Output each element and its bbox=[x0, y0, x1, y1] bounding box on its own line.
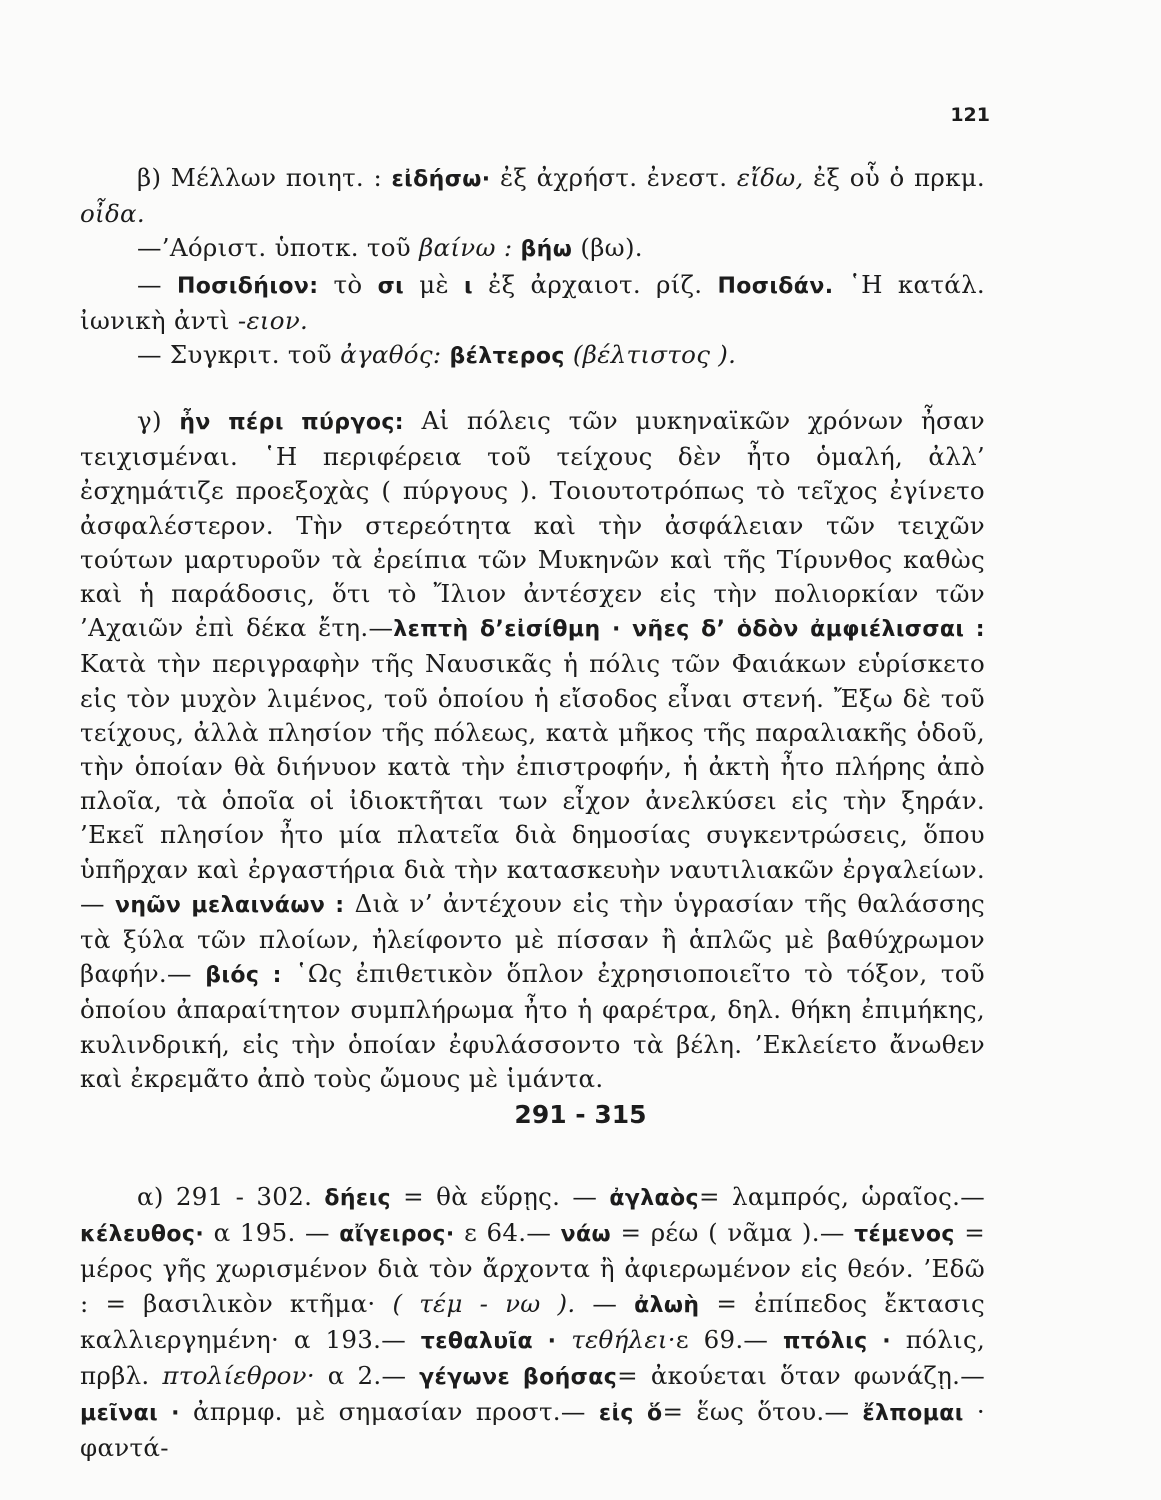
headword: κέλευθος· bbox=[80, 1222, 205, 1248]
text-run: ῾Η κατάλ. ἰωνικὴ ἀντὶ bbox=[80, 269, 985, 335]
text-run: -ειον. bbox=[237, 305, 309, 335]
headword: πτόλις · bbox=[783, 1328, 891, 1354]
paragraph-towers bbox=[80, 404, 985, 1096]
text-run: τὸ bbox=[333, 269, 363, 299]
text-run: πτολίεθρον· bbox=[162, 1361, 315, 1391]
text-run: — bbox=[592, 1288, 618, 1318]
paragraph-future-tense bbox=[80, 161, 985, 231]
paragraph-glossary bbox=[80, 1180, 985, 1466]
text-run: — Συγκριτ. τοῦ bbox=[137, 340, 332, 370]
text-run: οἶδα. bbox=[80, 199, 145, 229]
text-run: Κατὰ τὴν περιγραφὴν τῆς Ναυσικᾶς ἡ πόλις τῶν Φαιάκων εὑρίσκετο εἰς τὸν μυχὸν λιμένος, τοῦ ὁποίου ἡ εἴσοδος εἶναι στενή. Ἔξω δὲ τοῦ τείχους, ἀλλὰ πλησίον τῆς πόλεως, κατὰ μῆκος τῆς παραλιακῆς ὁδοῦ, τὴν ὁποίαν θὰ διήνυον κατὰ τὴν ἐπιστροφήν, ἡ ἀκτὴ ἦτο πλήρης ἀπὸ πλοῖα, τὰ ὁποῖα οἱ ἰδιοκτῆται των εἶχον ἀνελκύσει εἰς τὴν ξηράν. ’Εκεῖ πλησίον ἦτο μία πλατεῖα διὰ δημοσίας συγκεντρώσεις, ὅπου ὑπῆρχαν καὶ ἐργαστήρια διὰ τὴν κατασκευὴν ναυτιλιακῶν ἐργαλείων. — bbox=[80, 649, 985, 918]
text-run: = μέρος γῆς χωρισμένον διὰ τὸν ἄρχοντα ἢ ἀφιερωμένον εἰς θεόν. ’Εδῶ : = βασιλικὸν κτῆμα· bbox=[80, 1218, 986, 1318]
text-run: = ρέω ( νᾶμα ).— bbox=[620, 1218, 845, 1248]
text-run: ε 64.— bbox=[464, 1218, 552, 1248]
paragraph-aorist bbox=[80, 231, 985, 267]
text-run: τεθήλει· bbox=[571, 1324, 676, 1354]
text-run: ( τέμ - νω ). bbox=[392, 1288, 576, 1318]
headword: λεπτὴ δ’εἰσίθμη · νῆες δ’ ὁδὸν ἀμφιέλισσαι : bbox=[393, 617, 985, 643]
headword: σι bbox=[377, 273, 405, 299]
text-run: Αἱ πόλεις τῶν μυκηναϊκῶν χρόνων ἦσαν τειχισμέναι. ῾Η περιφέρεια τοῦ τείχους δὲν ἦτο ὁμαλή, ἀλλ’ ἐσχημάτιζε προεξοχὰς ( πύργους ). Τοιουτοτρόπως τὸ τεῖχος ἐγίνετο ἀσφαλέστερον. Τὴν στερεότητα καὶ τὴν ἀσφάλειαν τῶν τειχῶν τούτων μαρτυροῦν τὰ ἐρείπια τῶν Μυκηνῶν καὶ τῆς Τίρυνθος καθὼς καὶ ἡ παράδοσις, ὅτι τὸ Ἴλιον ἀντέσχεν εἰς τὴν πολιορκίαν τῶν ’Αχαιῶν ἐπὶ δέκα ἔτη.— bbox=[80, 406, 986, 643]
paragraph-comparative bbox=[80, 338, 985, 374]
text-run: εἴδω, bbox=[736, 163, 804, 192]
text-run: α 195. — bbox=[213, 1218, 330, 1248]
text-run: ἀπρμφ. μὲ σημασίαν προστ.— bbox=[193, 1397, 586, 1427]
headword: δήεις bbox=[324, 1186, 391, 1211]
text-run: α) 291 - 302. bbox=[137, 1182, 313, 1211]
text-run: ἐξ οὗ ὁ πρκμ. bbox=[813, 163, 986, 192]
glossary-section-alpha bbox=[80, 1180, 985, 1466]
paragraph-posidion bbox=[80, 268, 985, 338]
text-run: ἀγαθός: bbox=[340, 340, 442, 370]
text-run: ἐξ ἀρχαιοτ. ρίζ. bbox=[488, 269, 703, 299]
text-run: = ἀκούεται ὅταν φωνάζῃ.— bbox=[617, 1361, 985, 1391]
text-run: ῾Ως ἐπιθετικὸν ὅπλον ἐχρησιοποιεῖτο τὸ τόξον, τοῦ ὁποίου ἀπαραίτητον συμπλήρωμα ἦτο ἡ φαρέτρα, δηλ. θήκη ἐπιμήκης, κυλινδρική, εἰς τὴν ὁποίαν ἐφυλάσσοντο τὰ βέλη. ’Εκλείετο ἄνωθεν καὶ ἐκρεμᾶτο ἀπὸ τοὺς ὤμους μὲ ἱμάντα. bbox=[80, 959, 985, 1093]
text-run: · φαντά- bbox=[80, 1397, 985, 1463]
text-run: πόλις, πρβλ. bbox=[80, 1324, 986, 1391]
headword: βιός : bbox=[205, 963, 282, 989]
headword: ἀλωὴ bbox=[634, 1292, 700, 1318]
text-run: βαίνω : bbox=[419, 233, 513, 263]
text-run: γ) bbox=[137, 406, 162, 435]
commentary-section-gamma bbox=[80, 404, 985, 1096]
text-run: β) Μέλλων ποιητ. : bbox=[137, 163, 383, 192]
headword: ι bbox=[464, 273, 473, 299]
headword: εἰς ὅ bbox=[598, 1401, 663, 1427]
text-run: ε 69.— bbox=[675, 1324, 769, 1354]
headword: ἀγλαὸς bbox=[609, 1186, 700, 1211]
headword: βήω bbox=[520, 237, 573, 263]
section-heading: 291 - 315 bbox=[514, 1100, 647, 1129]
text-run: —’Αόριστ. ὑποτκ. τοῦ bbox=[137, 233, 411, 263]
text-run: = λαμπρός, ὡραῖος.— bbox=[699, 1182, 986, 1211]
headword: τεθαλυῖα · bbox=[420, 1328, 557, 1354]
headword: εἰδήσω· bbox=[391, 167, 491, 192]
text-run: = ἕως ὅτου.— bbox=[662, 1397, 850, 1427]
text-run: ἐξ ἀχρήστ. ἐνεστ. bbox=[499, 163, 728, 192]
headword: ἔλπομαι bbox=[862, 1401, 964, 1427]
page-number: 121 bbox=[950, 104, 990, 126]
text-run: (βέλτιστος ). bbox=[572, 340, 737, 370]
headword: νάω bbox=[560, 1222, 612, 1248]
headword: μεῖναι · bbox=[80, 1401, 180, 1427]
text-run: = θὰ εὕρῃς. — bbox=[403, 1182, 598, 1211]
text-run: — bbox=[137, 269, 162, 299]
text-run: = ἐπίπεδος ἔκτασις καλλιεργημένη· α 193.— bbox=[80, 1288, 986, 1354]
headword: γέγωνε βοήσας bbox=[419, 1365, 618, 1391]
headword: Ποσιδήιον: bbox=[176, 273, 319, 299]
headword: Ποσιδάν. bbox=[717, 273, 834, 299]
text-run: (βω). bbox=[580, 233, 643, 263]
headword: νηῶν μελαινάων : bbox=[114, 892, 345, 918]
text-run: Διὰ ν’ ἀντέχουν εἰς τὴν ὑγρασίαν τῆς θαλάσσης τὰ ξύλα τῶν πλοίων, ἠλείφοντο μὲ πίσσαν ἢ ἁπλῶς μὲ βαθύχρωμον βαφήν.— bbox=[80, 888, 985, 989]
grammar-notes bbox=[80, 161, 985, 374]
text-run: α 2.— bbox=[327, 1361, 407, 1391]
text-run: μὲ bbox=[419, 269, 449, 299]
headword: ἦν πέρι πύργος: bbox=[179, 410, 404, 435]
headword: βέλτερος bbox=[449, 344, 565, 370]
headword: τέμενος bbox=[854, 1222, 955, 1248]
headword: αἴγειρος· bbox=[339, 1222, 455, 1248]
